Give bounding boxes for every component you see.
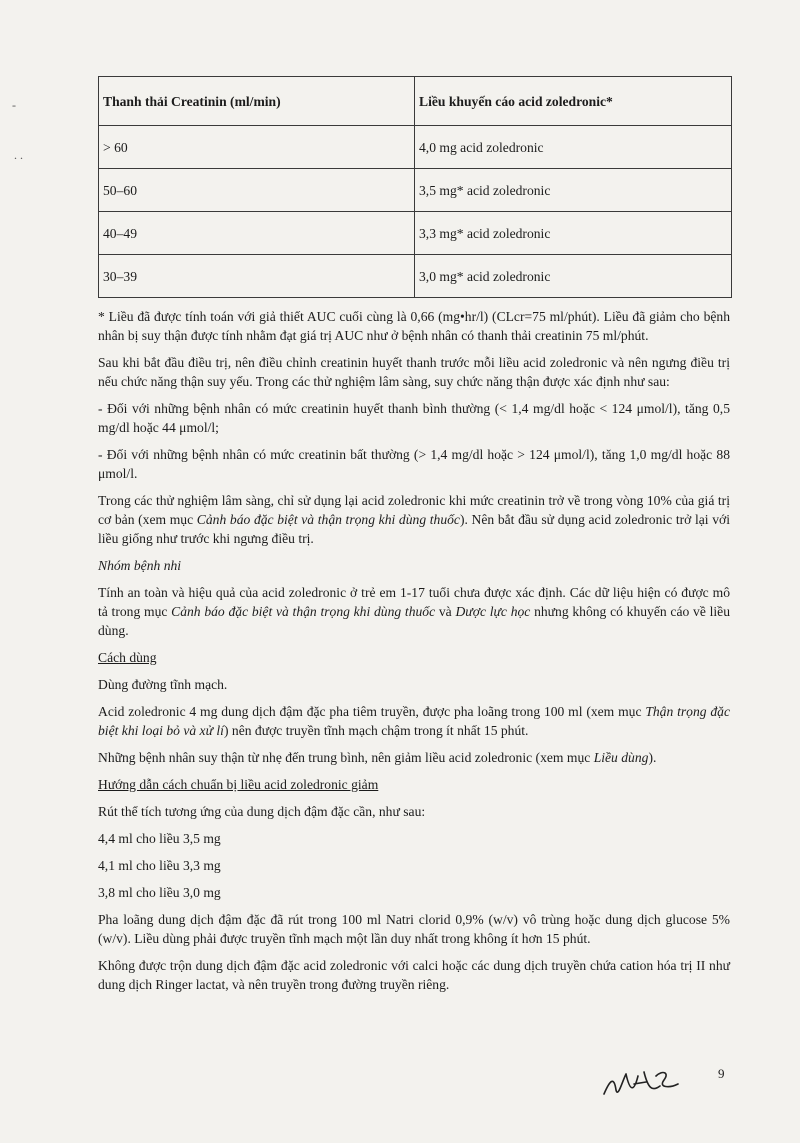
text-run: ) nên được truyền tĩnh mạch chậm trong ít nhất 15 phút. (223, 723, 529, 738)
paragraph (98, 583, 730, 640)
text-run: ). (648, 750, 657, 765)
text-run: và (435, 604, 456, 619)
paragraph: Sau khi bắt đầu điều trị, nên điều chỉnh creatinin huyết thanh trước mỗi liều acid zoledronic và nên ngưng điều trị nếu chức năng thận suy yếu. Trong các thử nghiệm lâm sàng, suy chức năng thận được xác định như sau: (98, 355, 730, 389)
text-run: Tính an toàn và hiệu quả của acid zoledronic ở trẻ em 1-17 tuổi chưa được xác định. Các dữ liệu hiện có được mô tả trong mục (98, 585, 730, 619)
dose-line: 4,4 ml cho liều 3,5 mg (98, 831, 221, 846)
paragraph: Không được trộn dung dịch đậm đặc acid zoledronic với calci hoặc các dung dịch truyền chứa cation hóa trị II như dung dịch Ringer lactat, và nên truyền trong đường truyền riêng. (98, 958, 730, 992)
page-number: 9 (718, 1066, 725, 1081)
table-header-cell: Thanh thải Creatinin (ml/min) (99, 77, 415, 126)
table-row (99, 126, 732, 169)
section-heading: Nhóm bệnh nhi (98, 558, 182, 573)
table-cell: 3,5 mg* acid zoledronic (415, 169, 732, 212)
bullet-item: - Đối với những bệnh nhân có mức creatinin bất thường (> 1,4 mg/dl hoặc > 124 μmol/l), tăng 1,0 mg/dl hoặc 88 μmol/l. (98, 447, 730, 481)
table-cell: 3,0 mg* acid zoledronic (415, 255, 732, 298)
paragraph: Pha loãng dung dịch đậm đặc đã rút trong 100 ml Natri clorid 0,9% (w/v) vô trùng hoặc dung dịch glucose 5% (w/v). Liều dùng phải được truyền tĩnh mạch một lần duy nhất trong không ít hơn 15 phút. (98, 912, 730, 946)
handwritten-initials (600, 1062, 730, 1102)
text-run: nhưng không có khuyến cáo về liều dùng. (98, 604, 730, 638)
table-header-cell: Liều khuyến cáo acid zoledronic* (415, 77, 732, 126)
section-heading: Cách dùng (98, 650, 157, 665)
scan-mark: . . (14, 148, 23, 162)
paragraph (98, 702, 730, 740)
table-row (99, 169, 732, 212)
text-run: Acid zoledronic 4 mg dung dịch đậm đặc pha tiêm truyền, được pha loãng trong 100 ml (xem mục (98, 704, 646, 719)
section-heading: Hướng dẫn cách chuẩn bị liều acid zoledronic giảm (98, 777, 379, 792)
section-reference: Dược lực học (455, 604, 531, 619)
table-cell: 50–60 (99, 169, 415, 212)
scan-mark: - (12, 98, 16, 112)
dose-line: 4,1 ml cho liều 3,3 mg (98, 858, 221, 873)
section-reference: Liều dùng (593, 750, 649, 765)
paragraph: Rút thể tích tương ứng của dung dịch đậm đặc cần, như sau: (98, 804, 426, 819)
table-cell: 3,3 mg* acid zoledronic (415, 212, 732, 255)
text-run: Trong các thử nghiệm lâm sàng, chỉ sử dụng lại acid zoledronic khi mức creatinin trở về trong vòng 10% của giá trị cơ bản (xem mục (98, 493, 730, 527)
dosage-table (98, 76, 732, 298)
table-header-row (99, 77, 732, 126)
table-cell: 30–39 (99, 255, 415, 298)
paragraph (98, 491, 730, 548)
section-reference: Thận trọng đặc biệt khi loại bỏ và xử lí (98, 704, 730, 738)
table-cell: > 60 (99, 126, 415, 169)
text-run: ). Nên bắt đầu sử dụng acid zoledronic trở lại với liều giống như trước khi ngưng điều trị. (98, 512, 730, 546)
table-footnote: * Liều đã được tính toán với giả thiết AUC cuối cùng là 0,66 (mg•hr/l) (CLcr=75 ml/phút). Liều đã giảm cho bệnh nhân bị suy thận được tính nhằm đạt giá trị AUC như ở bệnh nhân có thanh thải creatinin 75 ml/phút. (98, 309, 730, 343)
paragraph (98, 748, 730, 767)
table-cell: 40–49 (99, 212, 415, 255)
dose-line: 3,8 ml cho liều 3,0 mg (98, 885, 221, 900)
table-row (99, 255, 732, 298)
paragraph: Dùng đường tĩnh mạch. (98, 677, 228, 692)
section-reference: Cảnh báo đặc biệt và thận trọng khi dùng thuốc (171, 604, 436, 619)
bullet-item: - Đối với những bệnh nhân có mức creatinin huyết thanh bình thường (< 1,4 mg/dl hoặc < 124 μmol/l), tăng 0,5 mg/dl hoặc 44 μmol/l; (98, 401, 730, 435)
text-run: Những bệnh nhân suy thận từ nhẹ đến trung bình, nên giảm liều acid zoledronic (xem mục (98, 750, 594, 765)
table-cell: 4,0 mg acid zoledronic (415, 126, 732, 169)
table-row (99, 212, 732, 255)
main-content (98, 76, 730, 1002)
section-reference: Cảnh báo đặc biệt và thận trọng khi dùng thuốc (196, 512, 460, 527)
